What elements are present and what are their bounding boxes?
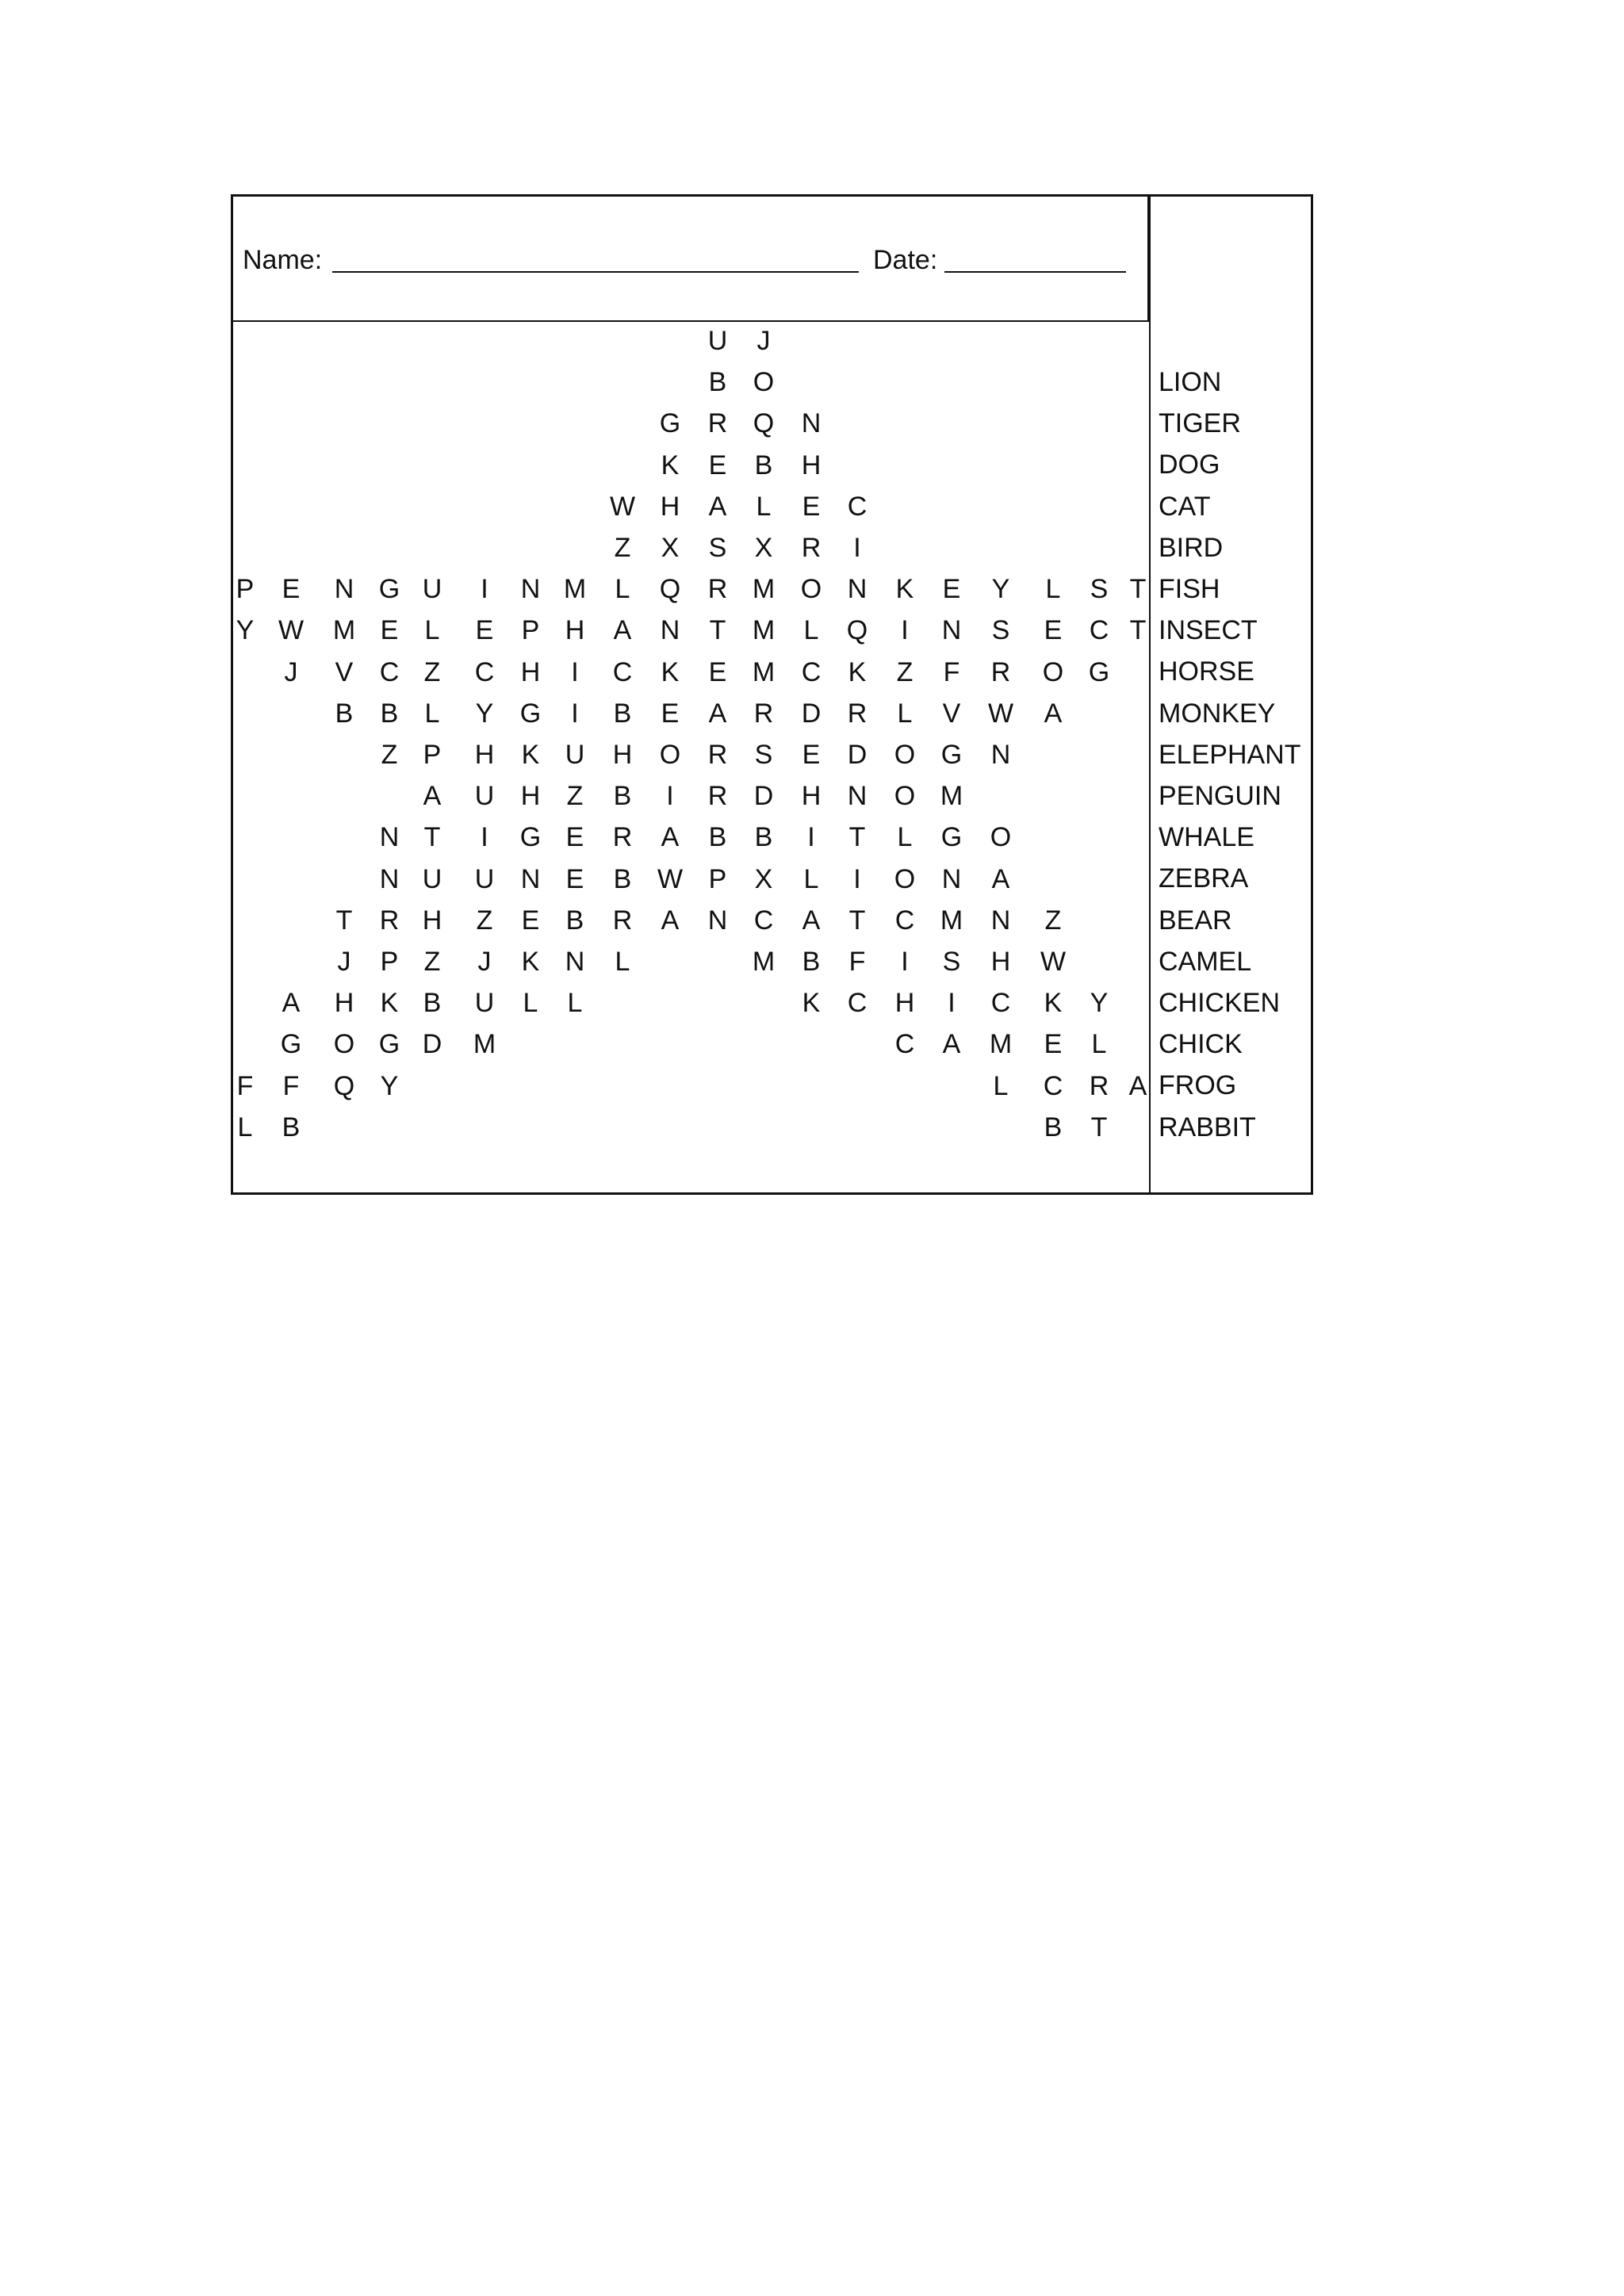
grid-letter[interactable]: N bbox=[520, 863, 541, 894]
word-list-item: FISH bbox=[1159, 574, 1220, 604]
grid-letter[interactable]: K bbox=[1044, 988, 1063, 1019]
grid-letter[interactable]: H bbox=[520, 656, 541, 687]
word-list-item: PENGUIN bbox=[1159, 781, 1281, 811]
grid-letter[interactable]: H bbox=[801, 450, 822, 480]
word-search-sheet bbox=[231, 194, 1313, 1195]
grid-letter[interactable]: A bbox=[802, 905, 821, 936]
grid-letter[interactable]: B bbox=[380, 698, 399, 729]
grid-letter[interactable]: O bbox=[753, 367, 775, 398]
grid-letter[interactable]: Q bbox=[333, 1070, 355, 1101]
grid-letter[interactable]: J bbox=[756, 326, 771, 356]
grid-letter[interactable]: L bbox=[897, 822, 913, 853]
grid-letter[interactable]: A bbox=[708, 698, 727, 729]
grid-letter[interactable]: C bbox=[474, 656, 495, 687]
grid-letter[interactable]: R bbox=[612, 822, 633, 853]
grid-letter[interactable]: L bbox=[1045, 574, 1061, 605]
grid-letter[interactable]: K bbox=[848, 656, 867, 687]
grid-letter[interactable]: O bbox=[894, 863, 916, 894]
grid-letter[interactable]: B bbox=[613, 781, 632, 812]
grid-letter[interactable]: A bbox=[991, 863, 1010, 894]
grid-letter[interactable]: O bbox=[333, 1029, 355, 1060]
word-list-item: RABBIT bbox=[1159, 1112, 1256, 1142]
grid-letter[interactable]: O bbox=[894, 781, 916, 812]
grid-letter[interactable]: G bbox=[659, 408, 681, 439]
grid-letter[interactable]: I bbox=[571, 656, 579, 687]
grid-letter[interactable]: F bbox=[848, 947, 866, 977]
name-field[interactable] bbox=[332, 271, 859, 273]
grid-letter[interactable]: E bbox=[521, 905, 540, 936]
grid-letter[interactable]: S bbox=[708, 533, 727, 563]
grid-letter[interactable]: Z bbox=[614, 533, 631, 563]
grid-letter[interactable]: E bbox=[802, 491, 821, 522]
grid-letter[interactable]: L bbox=[567, 988, 583, 1019]
grid-letter[interactable]: B bbox=[613, 863, 632, 894]
grid-letter[interactable]: T bbox=[1090, 1112, 1108, 1142]
grid-letter[interactable]: E bbox=[380, 615, 399, 646]
grid-letter[interactable]: K bbox=[895, 574, 914, 605]
grid-letter[interactable]: B bbox=[708, 367, 727, 398]
grid-letter[interactable]: C bbox=[753, 905, 774, 936]
grid-letter[interactable]: Z bbox=[381, 740, 398, 770]
grid-letter[interactable]: R bbox=[1089, 1070, 1109, 1101]
grid-letter[interactable]: K bbox=[521, 947, 540, 977]
grid-letter[interactable]: E bbox=[1044, 615, 1063, 646]
word-list-item: CAMEL bbox=[1159, 946, 1252, 977]
grid-letter[interactable]: Q bbox=[846, 615, 868, 646]
grid-letter[interactable]: O bbox=[990, 822, 1012, 853]
grid-letter[interactable]: J bbox=[284, 656, 298, 687]
grid-letter[interactable]: T bbox=[1129, 574, 1147, 605]
grid-letter[interactable]: F bbox=[236, 1070, 254, 1101]
grid-letter[interactable]: S bbox=[754, 740, 773, 770]
grid-letter[interactable]: T bbox=[1129, 615, 1147, 646]
grid-letter[interactable]: Z bbox=[423, 656, 441, 687]
grid-letter[interactable]: N bbox=[990, 740, 1011, 770]
grid-letter[interactable]: H bbox=[474, 740, 495, 770]
grid-letter[interactable]: N bbox=[379, 822, 400, 853]
grid-letter[interactable]: U bbox=[422, 863, 442, 894]
grid-letter[interactable]: M bbox=[940, 905, 963, 936]
grid-letter[interactable]: I bbox=[853, 533, 861, 563]
grid-letter[interactable]: A bbox=[1128, 1070, 1147, 1101]
grid-letter[interactable]: E bbox=[475, 615, 494, 646]
grid-letter[interactable]: D bbox=[801, 698, 822, 729]
grid-letter[interactable]: R bbox=[379, 905, 400, 936]
grid-letter[interactable]: H bbox=[334, 988, 354, 1019]
grid-letter[interactable]: A bbox=[423, 781, 442, 812]
grid-letter[interactable]: R bbox=[612, 905, 633, 936]
date-field[interactable] bbox=[944, 271, 1126, 273]
grid-letter[interactable]: N bbox=[847, 574, 868, 605]
grid-letter[interactable]: T bbox=[335, 905, 353, 936]
grid-letter[interactable]: S bbox=[1090, 574, 1109, 605]
grid-letter[interactable]: U bbox=[474, 781, 495, 812]
grid-letter[interactable]: L bbox=[756, 491, 772, 522]
grid-letter[interactable]: R bbox=[707, 408, 728, 439]
word-list-item: TIGER bbox=[1159, 408, 1241, 439]
grid-letter[interactable]: N bbox=[334, 574, 354, 605]
grid-letter[interactable]: F bbox=[943, 656, 960, 687]
grid-letter[interactable]: Y bbox=[380, 1070, 399, 1101]
grid-letter[interactable]: P bbox=[521, 615, 540, 646]
grid-letter[interactable]: N bbox=[660, 615, 680, 646]
grid-letter[interactable]: P bbox=[423, 740, 442, 770]
grid-letter[interactable]: Z bbox=[566, 781, 584, 812]
grid-letter[interactable]: M bbox=[940, 781, 963, 812]
grid-letter[interactable]: A bbox=[282, 988, 301, 1019]
grid-letter[interactable]: Y bbox=[236, 615, 255, 646]
grid-letter[interactable]: H bbox=[612, 740, 633, 770]
grid-letter[interactable]: U bbox=[565, 740, 585, 770]
grid-letter[interactable]: B bbox=[708, 822, 727, 853]
grid-letter[interactable]: I bbox=[481, 822, 488, 853]
grid-letter[interactable]: L bbox=[615, 574, 630, 605]
grid-letter[interactable]: G bbox=[378, 1029, 400, 1060]
grid-letter[interactable]: A bbox=[613, 615, 632, 646]
word-list-item: ELEPHANT bbox=[1159, 739, 1301, 770]
grid-letter[interactable]: G bbox=[1088, 656, 1110, 687]
grid-letter[interactable]: C bbox=[894, 1029, 915, 1060]
grid-letter[interactable]: K bbox=[521, 740, 540, 770]
grid-letter[interactable]: I bbox=[853, 863, 861, 894]
grid-letter[interactable]: W bbox=[657, 863, 684, 894]
grid-letter[interactable]: E bbox=[661, 698, 680, 729]
grid-letter[interactable]: U bbox=[474, 988, 495, 1019]
grid-letter[interactable]: R bbox=[707, 574, 728, 605]
grid-letter[interactable]: T bbox=[848, 822, 866, 853]
grid-letter[interactable]: J bbox=[477, 947, 492, 977]
header-row bbox=[233, 197, 1149, 322]
grid-letter[interactable]: M bbox=[563, 574, 587, 605]
grid-letter[interactable]: L bbox=[1091, 1029, 1107, 1060]
grid-letter[interactable]: B bbox=[802, 947, 821, 977]
grid-letter[interactable]: W bbox=[987, 698, 1014, 729]
grid-letter[interactable]: I bbox=[807, 822, 815, 853]
grid-letter[interactable]: G bbox=[378, 574, 400, 605]
grid-letter[interactable]: R bbox=[707, 740, 728, 770]
grid-letter[interactable]: E bbox=[708, 450, 727, 480]
grid-letter[interactable]: A bbox=[661, 905, 680, 936]
grid-letter[interactable]: D bbox=[422, 1029, 442, 1060]
grid-letter[interactable]: D bbox=[753, 781, 774, 812]
grid-letter[interactable]: A bbox=[1044, 698, 1063, 729]
grid-letter[interactable]: O bbox=[800, 574, 822, 605]
grid-letter[interactable]: G bbox=[519, 822, 542, 853]
grid-letter[interactable]: U bbox=[707, 326, 728, 356]
grid-letter[interactable]: G bbox=[940, 822, 963, 853]
grid-letter[interactable]: B bbox=[282, 1112, 301, 1142]
grid-letter[interactable]: N bbox=[941, 863, 962, 894]
word-list-item: ZEBRA bbox=[1159, 863, 1249, 894]
grid-letter[interactable]: J bbox=[337, 947, 351, 977]
grid-letter[interactable]: C bbox=[1089, 615, 1109, 646]
grid-letter[interactable]: M bbox=[473, 1029, 496, 1060]
grid-letter[interactable]: N bbox=[990, 905, 1011, 936]
grid-letter[interactable]: L bbox=[897, 698, 913, 729]
grid-letter[interactable]: V bbox=[335, 656, 354, 687]
grid-letter[interactable]: A bbox=[661, 822, 680, 853]
grid-letter[interactable]: M bbox=[332, 615, 356, 646]
word-list-item: DOG bbox=[1159, 450, 1220, 480]
grid-letter[interactable]: Y bbox=[991, 574, 1010, 605]
grid-letter[interactable]: O bbox=[659, 740, 681, 770]
grid-letter[interactable]: N bbox=[565, 947, 585, 977]
grid-letter[interactable]: I bbox=[481, 574, 488, 605]
grid-letter[interactable]: W bbox=[609, 491, 636, 522]
grid-letter[interactable]: B bbox=[754, 450, 773, 480]
grid-letter[interactable]: U bbox=[474, 863, 495, 894]
grid-letter[interactable]: C bbox=[801, 656, 822, 687]
grid-letter[interactable]: E bbox=[942, 574, 961, 605]
grid-letter[interactable]: M bbox=[752, 656, 776, 687]
grid-letter[interactable]: I bbox=[901, 947, 909, 977]
grid-letter[interactable]: T bbox=[848, 905, 866, 936]
grid-letter[interactable]: M bbox=[752, 947, 776, 977]
grid-letter[interactable]: I bbox=[571, 698, 579, 729]
grid-letter[interactable]: M bbox=[752, 615, 776, 646]
grid-letter[interactable]: H bbox=[660, 491, 680, 522]
grid-letter[interactable]: P bbox=[708, 863, 727, 894]
grid-letter[interactable]: R bbox=[753, 698, 774, 729]
grid-letter[interactable]: G bbox=[519, 698, 542, 729]
grid-letter[interactable]: E bbox=[282, 574, 301, 605]
grid-letter[interactable]: K bbox=[380, 988, 399, 1019]
word-list-item: BIRD bbox=[1159, 532, 1224, 563]
grid-letter[interactable]: M bbox=[989, 1029, 1013, 1060]
grid-letter[interactable]: N bbox=[379, 863, 400, 894]
grid-letter[interactable]: R bbox=[847, 698, 868, 729]
grid-letter[interactable]: L bbox=[424, 698, 440, 729]
grid-letter[interactable]: C bbox=[990, 988, 1011, 1019]
grid-letter[interactable]: Z bbox=[1044, 905, 1062, 936]
grid-letter[interactable]: E bbox=[708, 656, 727, 687]
grid-letter[interactable]: G bbox=[280, 1029, 302, 1060]
grid-letter[interactable]: Z bbox=[423, 947, 441, 977]
grid-letter[interactable]: W bbox=[1040, 947, 1067, 977]
grid-letter[interactable]: L bbox=[523, 988, 538, 1019]
grid-letter[interactable]: E bbox=[565, 863, 584, 894]
grid-letter[interactable]: K bbox=[661, 656, 680, 687]
grid-letter[interactable]: C bbox=[612, 656, 633, 687]
word-list-item: CHICK bbox=[1159, 1029, 1243, 1060]
grid-letter[interactable]: I bbox=[666, 781, 674, 812]
date-label: Date: bbox=[873, 245, 938, 275]
grid-letter[interactable]: E bbox=[1044, 1029, 1063, 1060]
word-list-item: CAT bbox=[1159, 491, 1211, 522]
grid-letter[interactable]: L bbox=[993, 1070, 1009, 1101]
grid-letter[interactable]: C bbox=[847, 491, 868, 522]
grid-letter[interactable]: E bbox=[565, 822, 584, 853]
grid-letter[interactable]: H bbox=[801, 781, 822, 812]
grid-letter[interactable]: L bbox=[803, 863, 819, 894]
word-list-item: HORSE bbox=[1159, 656, 1254, 687]
word-list-item: WHALE bbox=[1159, 822, 1254, 853]
word-list-item: MONKEY bbox=[1159, 698, 1276, 729]
word-list-item: LION bbox=[1159, 367, 1222, 397]
word-list-item: BEAR bbox=[1159, 905, 1232, 936]
grid-letter[interactable]: L bbox=[803, 615, 819, 646]
grid-letter[interactable]: I bbox=[901, 615, 909, 646]
grid-letter[interactable]: S bbox=[942, 947, 961, 977]
grid-letter[interactable]: P bbox=[380, 947, 399, 977]
grid-letter[interactable]: G bbox=[940, 740, 963, 770]
grid-letter[interactable]: X bbox=[754, 863, 773, 894]
grid-letter[interactable]: O bbox=[1042, 656, 1064, 687]
grid-letter[interactable]: H bbox=[520, 781, 541, 812]
grid-letter[interactable]: B bbox=[565, 905, 584, 936]
grid-letter[interactable]: W bbox=[278, 615, 304, 646]
grid-letter[interactable]: L bbox=[615, 947, 630, 977]
grid-letter[interactable]: N bbox=[941, 615, 962, 646]
grid-letter[interactable]: C bbox=[894, 905, 915, 936]
grid-letter[interactable]: F bbox=[282, 1070, 300, 1101]
grid-letter[interactable]: S bbox=[991, 615, 1010, 646]
grid-letter[interactable]: Y bbox=[1090, 988, 1109, 1019]
grid-letter[interactable]: N bbox=[520, 574, 541, 605]
grid-letter[interactable]: N bbox=[707, 905, 728, 936]
grid-letter[interactable]: X bbox=[661, 533, 680, 563]
grid-letter[interactable]: A bbox=[708, 491, 727, 522]
grid-letter[interactable]: A bbox=[942, 1029, 961, 1060]
grid-letter[interactable]: H bbox=[990, 947, 1011, 977]
grid-letter[interactable]: I bbox=[948, 988, 956, 1019]
grid-letter[interactable]: L bbox=[237, 1112, 253, 1142]
grid-letter[interactable]: R bbox=[707, 781, 728, 812]
grid-letter[interactable]: T bbox=[423, 822, 441, 853]
grid-letter[interactable]: K bbox=[661, 450, 680, 480]
grid-letter[interactable]: T bbox=[709, 615, 726, 646]
word-list-item: FROG bbox=[1159, 1070, 1237, 1101]
grid-letter[interactable]: C bbox=[1043, 1070, 1063, 1101]
grid-letter[interactable]: R bbox=[801, 533, 822, 563]
grid-letter[interactable]: Y bbox=[475, 698, 494, 729]
grid-letter[interactable]: D bbox=[847, 740, 868, 770]
grid-letter[interactable]: B bbox=[1044, 1112, 1063, 1142]
word-list-item: CHICKEN bbox=[1159, 988, 1281, 1018]
name-label: Name: bbox=[243, 245, 323, 275]
grid-letter[interactable]: Z bbox=[896, 656, 914, 687]
grid-letter[interactable]: B bbox=[423, 988, 442, 1019]
grid-letter[interactable]: Q bbox=[659, 574, 681, 605]
word-list-item: INSECT bbox=[1159, 615, 1258, 646]
grid-letter[interactable]: H bbox=[422, 905, 442, 936]
grid-letter[interactable]: E bbox=[802, 740, 821, 770]
grid-letter[interactable]: B bbox=[613, 698, 632, 729]
grid-letter[interactable]: P bbox=[236, 574, 255, 605]
grid-letter[interactable]: K bbox=[802, 988, 821, 1019]
grid-letter[interactable]: R bbox=[990, 656, 1011, 687]
grid-letter[interactable]: L bbox=[424, 615, 440, 646]
grid-letter[interactable]: N bbox=[847, 781, 868, 812]
grid-letter[interactable]: M bbox=[752, 574, 776, 605]
grid-letter[interactable]: H bbox=[565, 615, 585, 646]
grid-letter[interactable]: V bbox=[942, 698, 961, 729]
grid-letter[interactable]: B bbox=[335, 698, 354, 729]
grid-letter[interactable]: N bbox=[801, 408, 822, 439]
grid-letter[interactable]: H bbox=[894, 988, 915, 1019]
grid-letter[interactable]: Z bbox=[476, 905, 493, 936]
grid-letter[interactable]: Q bbox=[753, 408, 775, 439]
grid-letter[interactable]: O bbox=[894, 740, 916, 770]
grid-letter[interactable]: U bbox=[422, 574, 442, 605]
grid-letter[interactable]: B bbox=[754, 822, 773, 853]
grid-letter[interactable]: X bbox=[754, 533, 773, 563]
grid-letter[interactable]: C bbox=[379, 656, 400, 687]
grid-letter[interactable]: C bbox=[847, 988, 868, 1019]
